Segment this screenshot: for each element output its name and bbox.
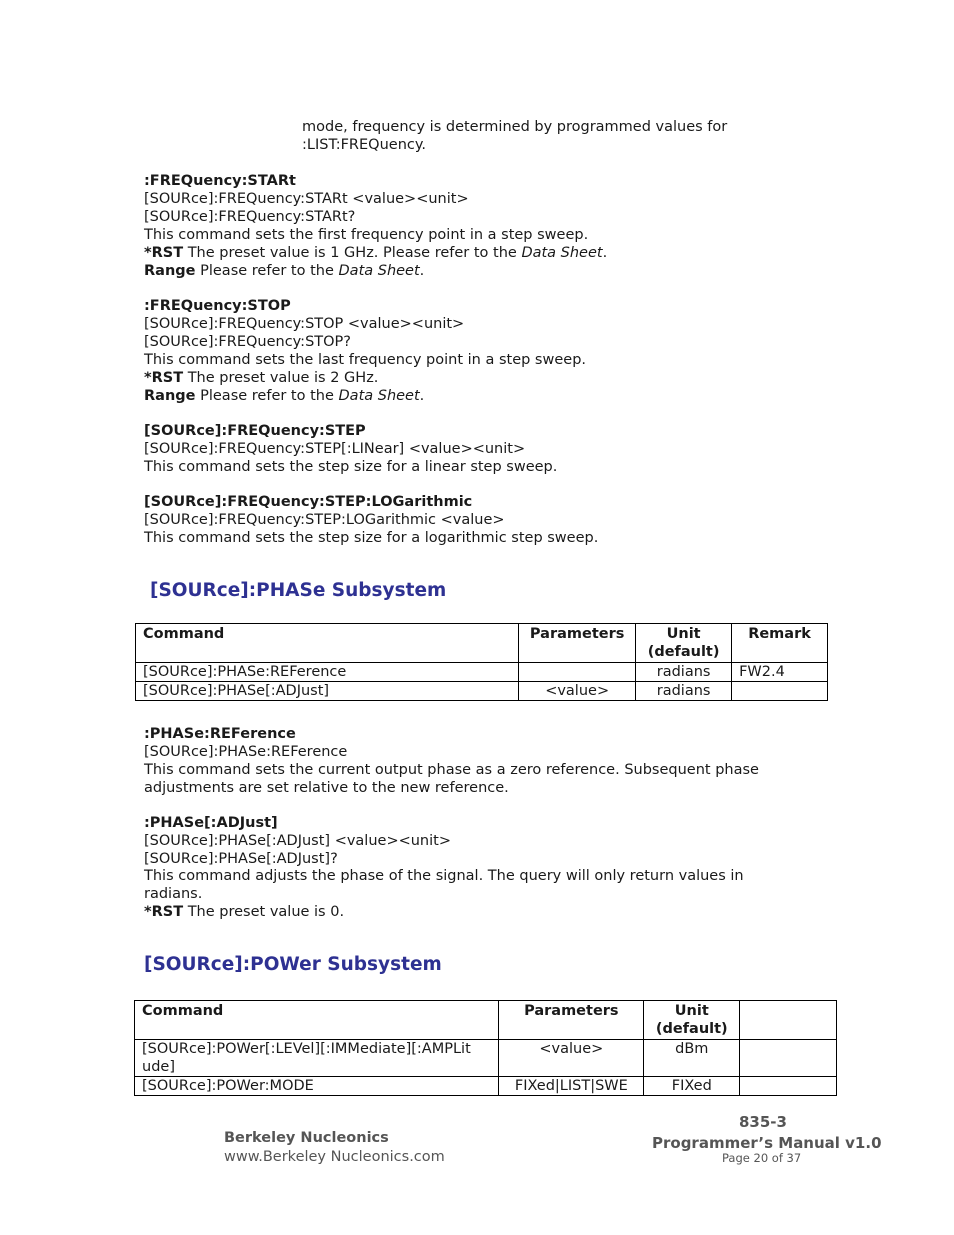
cell-command: [SOURce]:POWer:MODE: [135, 1077, 499, 1096]
freq-start-heading: :FREQuency:STARt: [144, 173, 296, 189]
rst-label: *RST: [144, 370, 184, 386]
range-text: Please refer to the: [195, 388, 339, 404]
phase-ref-description-2: adjustments are set relative to the new reference.: [144, 780, 509, 796]
cell-parameters: <value>: [499, 1040, 644, 1077]
footer-manual-title: Programmer’s Manual v1.0: [652, 1134, 882, 1152]
intro-line-1: mode, frequency is determined by programmed values for: [302, 119, 728, 135]
table-header-row: [135, 1001, 837, 1040]
freq-stop-range: [144, 387, 424, 405]
freq-stop-heading: :FREQuency:STOP: [144, 298, 291, 314]
range-label: Range: [144, 388, 196, 404]
table-row: [136, 682, 828, 701]
cell-remark: [732, 682, 828, 701]
phase-ref-heading: :PHASe:REFerence: [144, 726, 296, 742]
cell-parameters: FIXed|LIST|SWE: [499, 1077, 644, 1096]
range-label: Range: [144, 263, 196, 279]
footer-page-number: Page 20 of 37: [722, 1151, 802, 1165]
freq-start-rst: [144, 244, 607, 262]
phase-adj-heading: :PHASe[:ADJust]: [144, 815, 278, 831]
cell-parameters: <value>: [519, 682, 636, 701]
cell-command: [SOURce]:PHASe:REFerence: [136, 663, 519, 682]
rst-end: .: [602, 245, 608, 261]
cell-parameters: [519, 663, 636, 682]
freq-stop-syntax-2: [SOURce]:FREQuency:STOP?: [144, 334, 351, 350]
freq-start-description: This command sets the first frequency point in a step sweep.: [144, 227, 589, 243]
data-sheet-ref: Data Sheet: [338, 263, 420, 279]
header-parameters: Parameters: [499, 1001, 644, 1040]
power-command-table: [134, 1000, 837, 1096]
phase-subsystem-title: [SOURce]:PHASe Subsystem: [150, 580, 447, 601]
header-unit: Unit (default): [644, 1001, 740, 1040]
phase-adj-description-2: radians.: [144, 886, 203, 902]
header-empty: [740, 1001, 837, 1040]
freq-step-log-syntax-1: [SOURce]:FREQuency:STEP:LOGarithmic <value>: [144, 512, 505, 528]
rst-text: The preset value is 1 GHz. Please refer to the: [183, 245, 522, 261]
cell-command: [SOURce]:POWer[:LEVel][:IMMediate][:AMPLit ude]: [135, 1040, 499, 1077]
cell-unit: dBm: [644, 1040, 740, 1077]
cell-empty: [740, 1040, 837, 1077]
freq-start-range: [144, 262, 424, 280]
freq-stop-syntax-1: [SOURce]:FREQuency:STOP <value><unit>: [144, 316, 465, 332]
header-command: Command: [135, 1001, 499, 1040]
phase-adj-description-1: This command adjusts the phase of the signal. The query will only return values in: [144, 868, 744, 884]
table-row: [135, 1077, 837, 1096]
rst-label: *RST: [144, 245, 184, 261]
freq-step-log-heading: [SOURce]:FREQuency:STEP:LOGarithmic: [144, 494, 473, 510]
intro-text: [302, 118, 727, 154]
phase-adj-syntax-2: [SOURce]:PHASe[:ADJust]?: [144, 851, 338, 867]
freq-stop-description: This command sets the last frequency point in a step sweep.: [144, 352, 587, 368]
intro-line-2: :LIST:FREQuency.: [302, 137, 426, 153]
table-row: [135, 1040, 837, 1077]
data-sheet-ref: Data Sheet: [338, 388, 420, 404]
phase-ref-syntax-1: [SOURce]:PHASe:REFerence: [144, 744, 348, 760]
cell-unit: radians: [636, 663, 732, 682]
freq-stop-rst: [144, 369, 378, 387]
cell-remark: FW2.4: [732, 663, 828, 682]
freq-step-log-description: This command sets the step size for a logarithmic step sweep.: [144, 530, 599, 546]
header-unit: Unit (default): [636, 624, 732, 663]
range-end: .: [419, 388, 425, 404]
cell-unit: FIXed: [644, 1077, 740, 1096]
freq-step-heading: [SOURce]:FREQuency:STEP: [144, 423, 366, 439]
header-remark: Remark: [732, 624, 828, 663]
header-command: Command: [136, 624, 519, 663]
footer-model: 835-3: [739, 1113, 787, 1131]
rst-text: The preset value is 0.: [183, 904, 345, 920]
phase-adj-syntax-1: [SOURce]:PHASe[:ADJust] <value><unit>: [144, 833, 451, 849]
cell-unit: radians: [636, 682, 732, 701]
footer-website: www.Berkeley Nucleonics.com: [224, 1149, 445, 1165]
range-end: .: [419, 263, 425, 279]
phase-adj-rst: [144, 903, 344, 921]
data-sheet-ref: Data Sheet: [521, 245, 603, 261]
rst-text: The preset value is 2 GHz.: [183, 370, 379, 386]
freq-step-description: This command sets the step size for a linear step sweep.: [144, 459, 558, 475]
cell-command: [SOURce]:PHASe[:ADJust]: [136, 682, 519, 701]
table-header-row: [136, 624, 828, 663]
table-row: [136, 663, 828, 682]
freq-start-syntax-2: [SOURce]:FREQuency:STARt?: [144, 209, 356, 225]
freq-start-syntax-1: [SOURce]:FREQuency:STARt <value><unit>: [144, 191, 469, 207]
phase-ref-description-1: This command sets the current output phase as a zero reference. Subsequent phase: [144, 762, 759, 778]
cell-empty: [740, 1077, 837, 1096]
phase-command-table: [135, 623, 828, 701]
footer-company: Berkeley Nucleonics: [224, 1130, 389, 1146]
power-subsystem-title: [SOURce]:POWer Subsystem: [144, 954, 442, 975]
freq-step-syntax-1: [SOURce]:FREQuency:STEP[:LINear] <value><unit>: [144, 441, 526, 457]
range-text: Please refer to the: [195, 263, 339, 279]
header-parameters: Parameters: [519, 624, 636, 663]
rst-label: *RST: [144, 904, 184, 920]
